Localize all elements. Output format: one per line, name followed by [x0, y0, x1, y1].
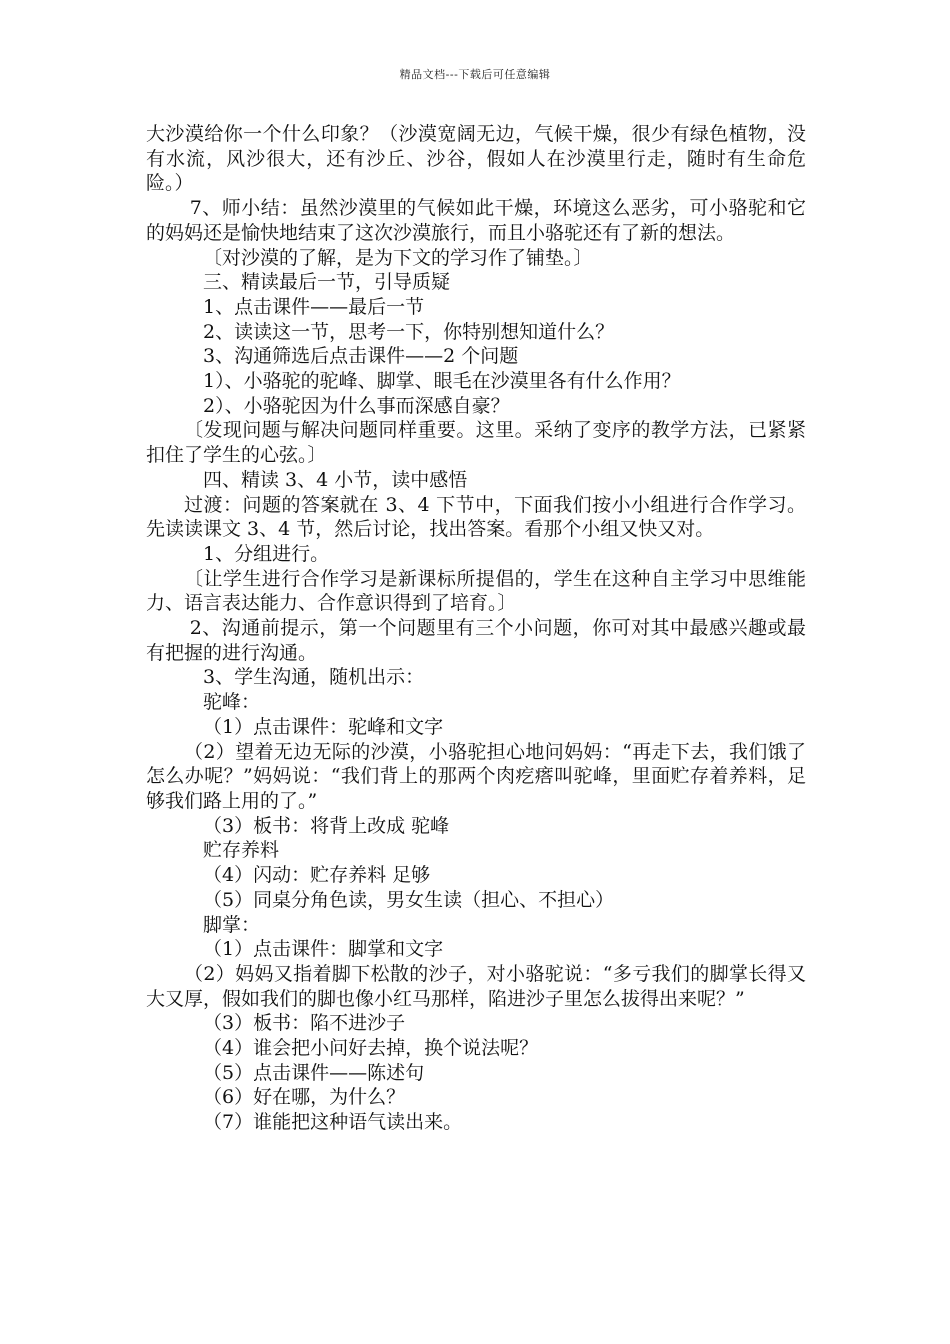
paragraph: （4）谁会把小问好去掉，换个说法呢？ [203, 1037, 539, 1060]
paragraph: 1、分组进行。 [203, 542, 330, 565]
paragraph: 2、读读这一节，思考一下，你特别想知道什么？ [203, 320, 615, 343]
section-heading: 三、精读最后一节，引导质疑 [203, 271, 451, 294]
page-header: 精品文档---下载后可任意编辑 [399, 68, 551, 81]
paragraph: 〔让学生进行合作学习是新课标所提倡的，学生在这种自主学习中思维能力、语言表达能力、合作意识得到了培育。〕 [146, 567, 806, 615]
section-heading: 四、精读 3、4 小节，读中感悟 [203, 468, 468, 491]
paragraph: 7、师小结：虽然沙漠里的气候如此干燥，环境这么恶劣，可小骆驼和它的妈妈还是愉快地结束了这次沙漠旅行，而且小骆驼还有了新的想法。 [146, 197, 806, 244]
paragraph: （4）闪动：贮存养料 足够 [203, 864, 431, 887]
paragraph: 大沙漠给你一个什么印象？（沙漠宽阔无边，气候干燥，很少有绿色植物，没有水流，风沙很大，还有沙丘、沙谷，假如人在沙漠里行走，随时有生命危险。） [146, 123, 806, 195]
paragraph: 1）、小骆驼的驼峰、脚掌、眼毛在沙漠里各有什么作用？ [203, 370, 681, 393]
paragraph: 3、沟通筛选后点击课件——2 个问题 [203, 345, 519, 368]
paragraph: 〔对沙漠的了解，是为下文的学习作了铺垫。〕 [203, 246, 593, 269]
paragraph: 过渡：问题的答案就在 3、4 下节中，下面我们按小小组进行合作学习。先读读课文 3、4 节，然后讨论，找出答案。看那个小组又快又对。 [146, 493, 806, 541]
paragraph: （2）妈妈又指着脚下松散的沙子，对小骆驼说：“多亏我们的脚掌长得又大又厚，假如我们的脚也像小红马那样，陷进沙子里怎么拔得出来呢？” [146, 962, 806, 1010]
paragraph: 3、学生沟通，随机出示： [203, 666, 425, 689]
paragraph: （5）点击课件——陈述句 [203, 1061, 425, 1084]
paragraph: 贮存养料 [203, 839, 280, 862]
paragraph: 1、点击课件——最后一节 [203, 295, 425, 318]
paragraph: （1）点击课件：驼峰和文字 [203, 715, 444, 738]
paragraph: （3）板书：陷不进沙子 [203, 1012, 406, 1035]
paragraph: （7）谁能把这种语气读出来。 [203, 1111, 463, 1134]
paragraph: （5）同桌分角色读，男女生读（担心、不担心） [203, 888, 615, 911]
paragraph: （6）好在哪，为什么？ [203, 1086, 406, 1109]
paragraph: 〔发现问题与解决问题同样重要。这里。采纳了变序的教学方法，已紧紧扣住了学生的心弦。〕 [146, 419, 806, 467]
paragraph: （1）点击课件：脚掌和文字 [203, 938, 444, 961]
paragraph: （3）板书：将背上改成 驼峰 [203, 814, 450, 837]
paragraph: 2、沟通前提示，第一个问题里有三个小问题，你可对其中最感兴趣或最有把握的进行沟通。 [146, 617, 806, 664]
paragraph: （2）望着无边无际的沙漠，小骆驼担心地问妈妈：“再走下去，我们饿了怎么办呢？”妈妈说：“我们背上的那两个肉疙瘩叫驼峰，里面贮存着养料，足够我们路上用的了。” [146, 740, 806, 812]
paragraph: 脚掌： [203, 913, 261, 936]
paragraph: 驼峰： [203, 691, 261, 714]
paragraph: 2）、小骆驼因为什么事而深感自豪？ [203, 394, 510, 417]
document-body [146, 122, 806, 1135]
